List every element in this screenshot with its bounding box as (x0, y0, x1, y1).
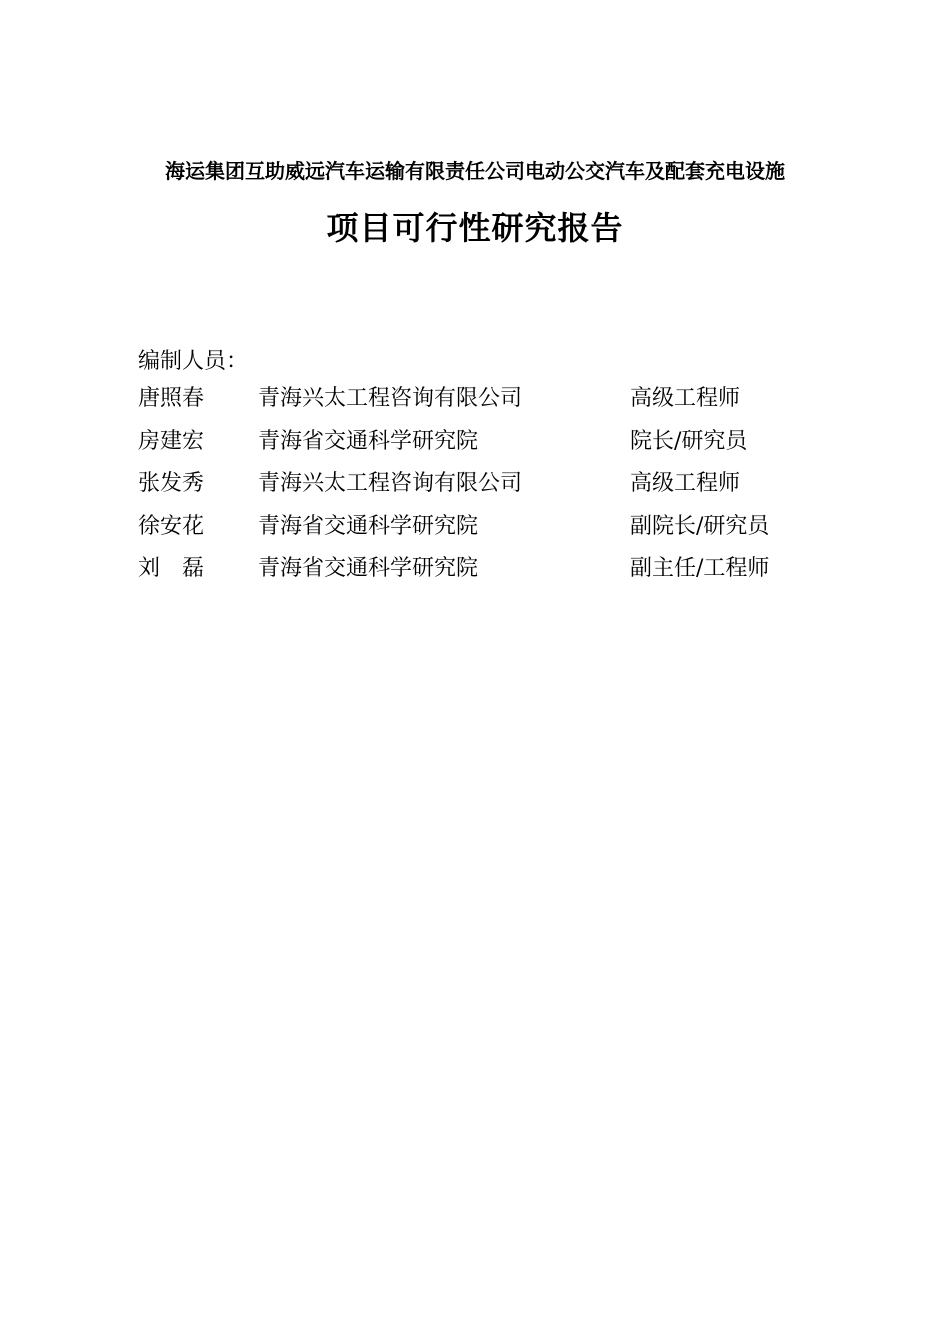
staff-title: 副主任/工程师 (630, 556, 770, 581)
document-title-line2: 项目可行性研究报告 (326, 209, 624, 247)
staff-organization: 青海兴太工程咨询有限公司 (258, 471, 523, 496)
staff-organization: 青海省交通科学研究院 (258, 428, 479, 454)
staff-list (138, 378, 838, 591)
staff-name: 刘 磊 (138, 556, 205, 581)
staff-name: 徐安花 (138, 513, 205, 539)
staff-row (138, 378, 838, 421)
staff-organization: 青海省交通科学研究院 (258, 556, 479, 581)
staff-title: 副院长/研究员 (630, 513, 770, 539)
staff-row (138, 421, 838, 464)
staff-row (138, 548, 838, 591)
staff-title: 高级工程师 (630, 471, 741, 496)
staff-organization: 青海省交通科学研究院 (258, 513, 479, 539)
staff-title: 院长/研究员 (630, 428, 748, 454)
staff-title: 高级工程师 (630, 386, 741, 411)
staff-organization: 青海兴太工程咨询有限公司 (258, 386, 523, 411)
staff-row (138, 506, 838, 549)
staff-row (138, 463, 838, 506)
staff-name: 房建宏 (138, 428, 205, 454)
staff-heading: 编制人员： (138, 349, 249, 374)
staff-name: 张发秀 (138, 471, 205, 496)
document-title-line1: 海运集团互助威远汽车运输有限责任公司电动公交汽车及配套充电设施 (165, 159, 785, 183)
staff-name: 唐照春 (138, 386, 205, 411)
